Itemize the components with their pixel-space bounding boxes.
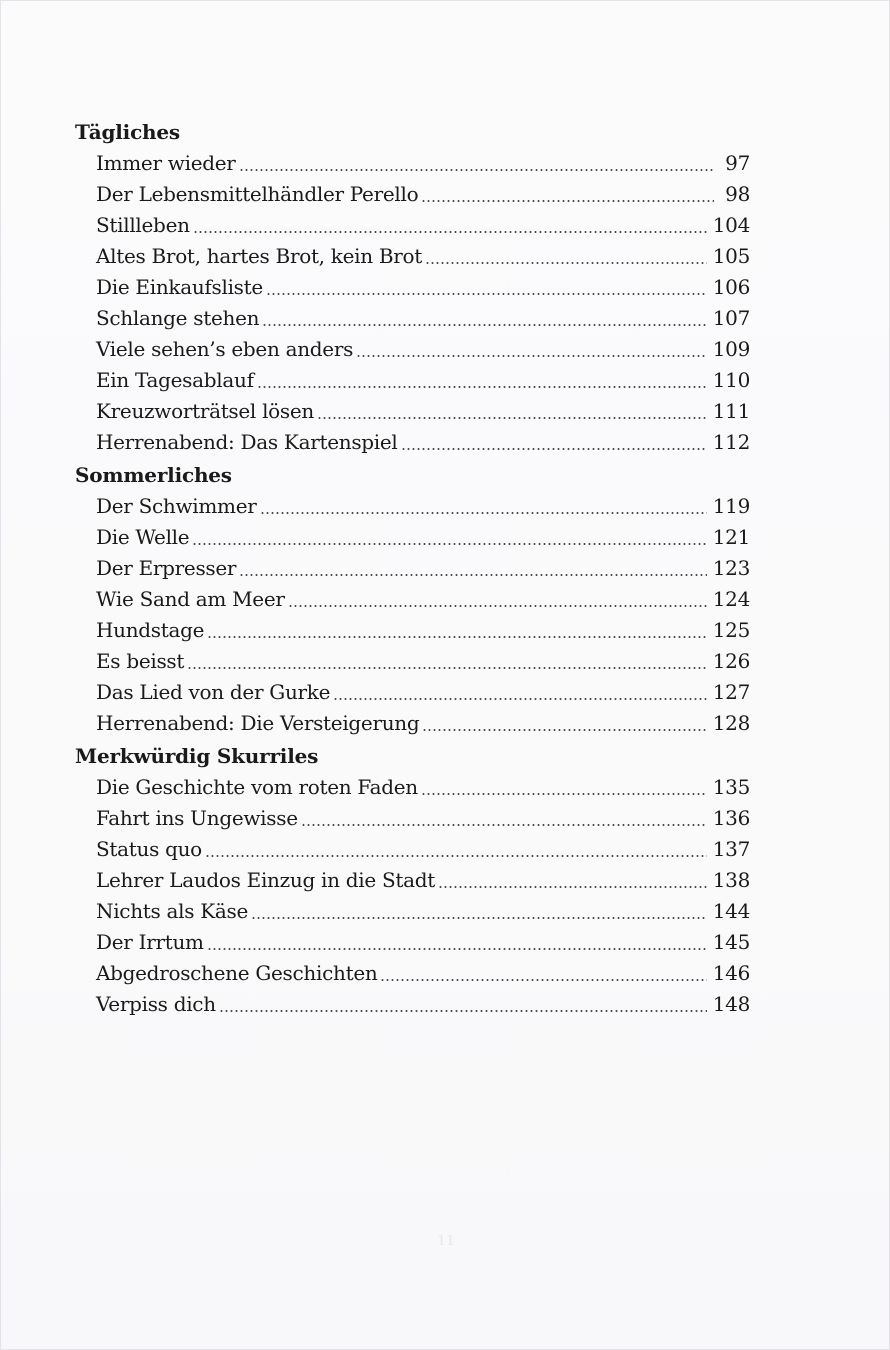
dot-leader [239, 169, 714, 171]
toc-entry [96, 427, 750, 458]
entry-page: 107 [712, 306, 750, 330]
entry-title: Verpiss dich [96, 992, 216, 1016]
entry-title: Nichts als Käse [96, 899, 249, 923]
toc-entry [96, 989, 750, 1020]
table-of-contents [75, 117, 750, 1020]
entry-title: Die Welle [96, 525, 190, 549]
entry-title: Die Geschichte vom roten Faden [96, 775, 418, 799]
dot-leader [356, 355, 707, 357]
entry-page: 136 [712, 806, 750, 830]
entry-page: 112 [712, 430, 750, 454]
entry-title: Status quo [96, 837, 202, 861]
toc-entry [96, 179, 750, 210]
entry-page: 128 [712, 711, 750, 735]
dot-leader [207, 636, 707, 638]
toc-entry [96, 958, 750, 989]
entry-title: Hundstage [96, 618, 205, 642]
entry-title: Altes Brot, hartes Brot, kein Brot [96, 244, 423, 268]
dot-leader [192, 543, 706, 545]
entry-page: 111 [712, 399, 750, 423]
toc-entry [96, 241, 750, 272]
entry-title: Herrenabend: Das Kartenspiel [96, 430, 398, 454]
toc-entry [96, 584, 750, 615]
entry-title: Abgedroschene Geschichten [96, 961, 378, 985]
entry-title: Kreuzworträtsel lösen [96, 399, 315, 423]
entry-title: Es beisst [96, 649, 185, 673]
entry-title: Der Erpresser [96, 556, 237, 580]
entry-page: 106 [712, 275, 750, 299]
toc-entry [96, 865, 750, 896]
entry-page: 98 [725, 182, 750, 206]
toc-entry [96, 148, 750, 179]
entry-title: Schlange stehen [96, 306, 260, 330]
entry-title: Viele sehen’s eben anders [96, 337, 354, 361]
toc-entry [96, 272, 750, 303]
entry-page: 148 [712, 992, 750, 1016]
toc-entry [96, 334, 750, 365]
entry-page: 144 [712, 899, 750, 923]
toc-entry [96, 708, 750, 739]
entry-page: 123 [712, 556, 750, 580]
toc-entry [96, 522, 750, 553]
toc-entry [96, 834, 750, 865]
dot-leader [288, 605, 707, 607]
entry-title: Der Lebensmittelhändler Perello [96, 182, 419, 206]
toc-section-merkwuerdig-skurriles [75, 741, 750, 1020]
dot-leader [333, 698, 707, 700]
dot-leader [425, 262, 707, 264]
entry-title: Stillleben [96, 213, 190, 237]
entry-page: 125 [712, 618, 750, 642]
toc-entry [96, 365, 750, 396]
dot-leader [401, 448, 707, 450]
entry-page: 119 [712, 494, 750, 518]
entry-title: Herrenabend: Die Versteigerung [96, 711, 420, 735]
toc-entry [96, 646, 750, 677]
entry-page: 110 [712, 368, 750, 392]
entry-title: Ein Tagesablauf [96, 368, 254, 392]
dot-leader [380, 979, 706, 981]
entry-page: 97 [725, 151, 750, 175]
toc-entry [96, 491, 750, 522]
entry-page: 105 [712, 244, 750, 268]
entry-title: Der Irrtum [96, 930, 204, 954]
entry-title: Die Einkaufsliste [96, 275, 263, 299]
entry-page: 109 [712, 337, 750, 361]
dot-leader [205, 855, 707, 857]
toc-entry [96, 303, 750, 334]
dot-leader [266, 293, 707, 295]
toc-entry [96, 803, 750, 834]
entry-title: Immer wieder [96, 151, 236, 175]
entry-page: 104 [712, 213, 750, 237]
dot-leader [219, 1010, 707, 1012]
entry-title: Lehrer Laudos Einzug in die Stadt [96, 868, 435, 892]
dot-leader [262, 324, 707, 326]
dot-leader [421, 793, 707, 795]
entry-page: 146 [712, 961, 750, 985]
dot-leader [187, 667, 707, 669]
entry-page: 126 [712, 649, 750, 673]
entry-page: 138 [712, 868, 750, 892]
dot-leader [317, 417, 707, 419]
entry-page: 127 [712, 680, 750, 704]
toc-entry [96, 210, 750, 241]
toc-entry [96, 615, 750, 646]
entry-title: Wie Sand am Meer [96, 587, 285, 611]
toc-section-sommerliches [75, 460, 750, 739]
page-number: 11 [437, 1233, 455, 1249]
toc-entry [96, 396, 750, 427]
entry-page: 124 [712, 587, 750, 611]
dot-leader [257, 386, 707, 388]
dot-leader [422, 729, 706, 731]
toc-entry [96, 772, 750, 803]
dot-leader [207, 948, 707, 950]
entry-title: Fahrt ins Ungewisse [96, 806, 298, 830]
dot-leader [421, 200, 714, 202]
entry-page: 137 [712, 837, 750, 861]
dot-leader [438, 886, 707, 888]
toc-entry [96, 896, 750, 927]
dot-leader [251, 917, 707, 919]
entry-title: Das Lied von der Gurke [96, 680, 331, 704]
section-title: Merkwürdig Skurriles [75, 744, 319, 768]
entry-title: Der Schwimmer [96, 494, 257, 518]
entry-page: 135 [712, 775, 750, 799]
entry-page: 145 [712, 930, 750, 954]
section-title: Sommerliches [75, 463, 232, 487]
toc-entry [96, 677, 750, 708]
entry-page: 121 [712, 525, 750, 549]
dot-leader [301, 824, 707, 826]
toc-entry [96, 927, 750, 958]
dot-leader [260, 512, 707, 514]
dot-leader [239, 574, 707, 576]
toc-section-taegliches [75, 117, 750, 458]
section-title: Tägliches [75, 120, 180, 144]
toc-entry [96, 553, 750, 584]
dot-leader [193, 231, 707, 233]
